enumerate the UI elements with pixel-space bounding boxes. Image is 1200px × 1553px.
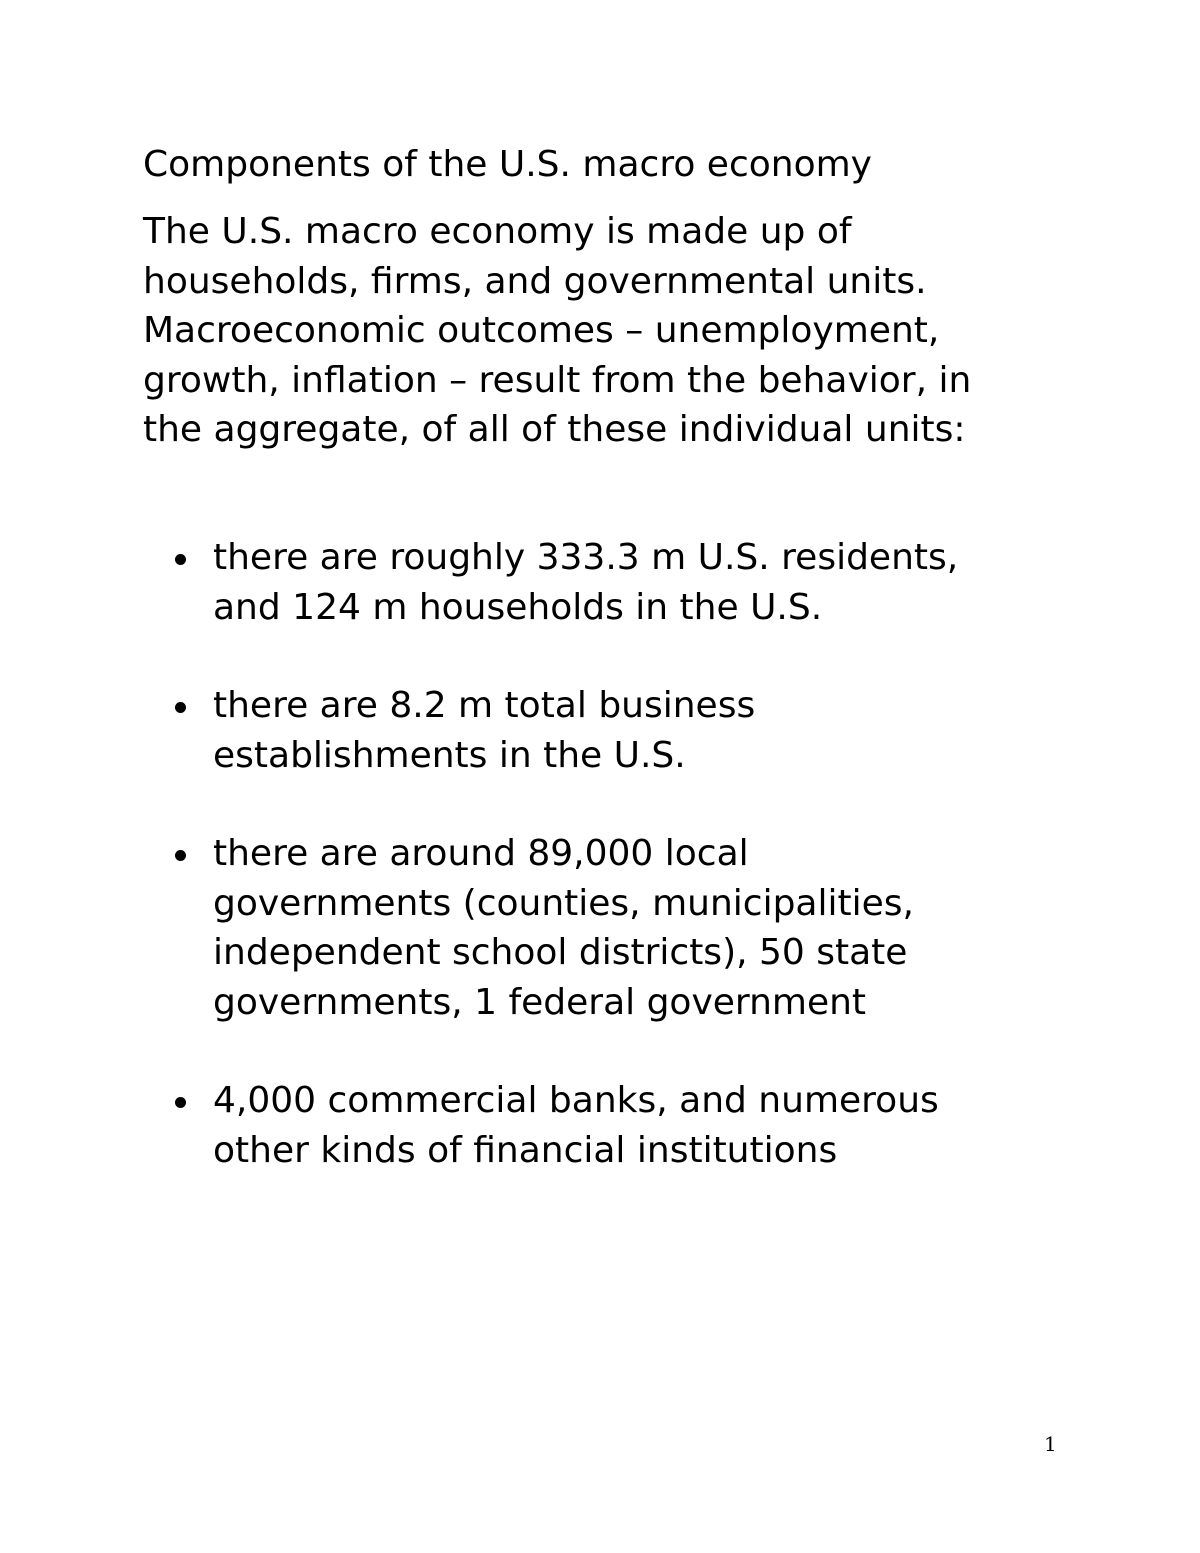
intro-line: the aggregate, of all of these individual units:	[143, 409, 966, 450]
intro-paragraph	[143, 207, 1083, 455]
bullet-item-governments	[143, 829, 1083, 1027]
bullet-item-residents	[143, 533, 1083, 632]
intro-line: households, firms, and governmental units.	[143, 260, 927, 302]
bullet-item-businesses	[143, 681, 1083, 780]
bullet-item-banks	[143, 1076, 1083, 1175]
intro-line: growth, inflation – result from the behavior, in	[143, 359, 972, 401]
bullet-line: other kinds of financial institutions	[213, 1129, 838, 1171]
page-title: Components of the U.S. macro economy	[143, 144, 872, 185]
page-number: 1	[1044, 1432, 1057, 1456]
bullet-line: and 124 m households in the U.S.	[213, 586, 823, 628]
bullet-line: governments, 1 federal government	[213, 981, 867, 1023]
bullet-dot-icon	[175, 554, 186, 565]
bullet-list	[143, 533, 1083, 1175]
intro-line: Macroeconomic outcomes – unemployment,	[143, 310, 940, 351]
bullet-dot-icon	[175, 1097, 186, 1108]
bullet-line: there are around 89,000 local	[213, 833, 749, 874]
bullet-line: independent school districts), 50 state	[213, 932, 908, 973]
bullet-line: there are 8.2 m total business	[213, 685, 756, 726]
bullet-line: 4,000 commercial banks, and numerous	[213, 1080, 939, 1121]
bullet-line: establishments in the U.S.	[213, 734, 686, 776]
bullet-line: there are roughly 333.3 m U.S. residents,	[213, 537, 959, 578]
bullet-line: governments (counties, municipalities,	[213, 882, 914, 924]
bullet-dot-icon	[175, 850, 186, 861]
intro-line: The U.S. macro economy is made up of	[143, 211, 852, 252]
bullet-dot-icon	[175, 702, 186, 713]
